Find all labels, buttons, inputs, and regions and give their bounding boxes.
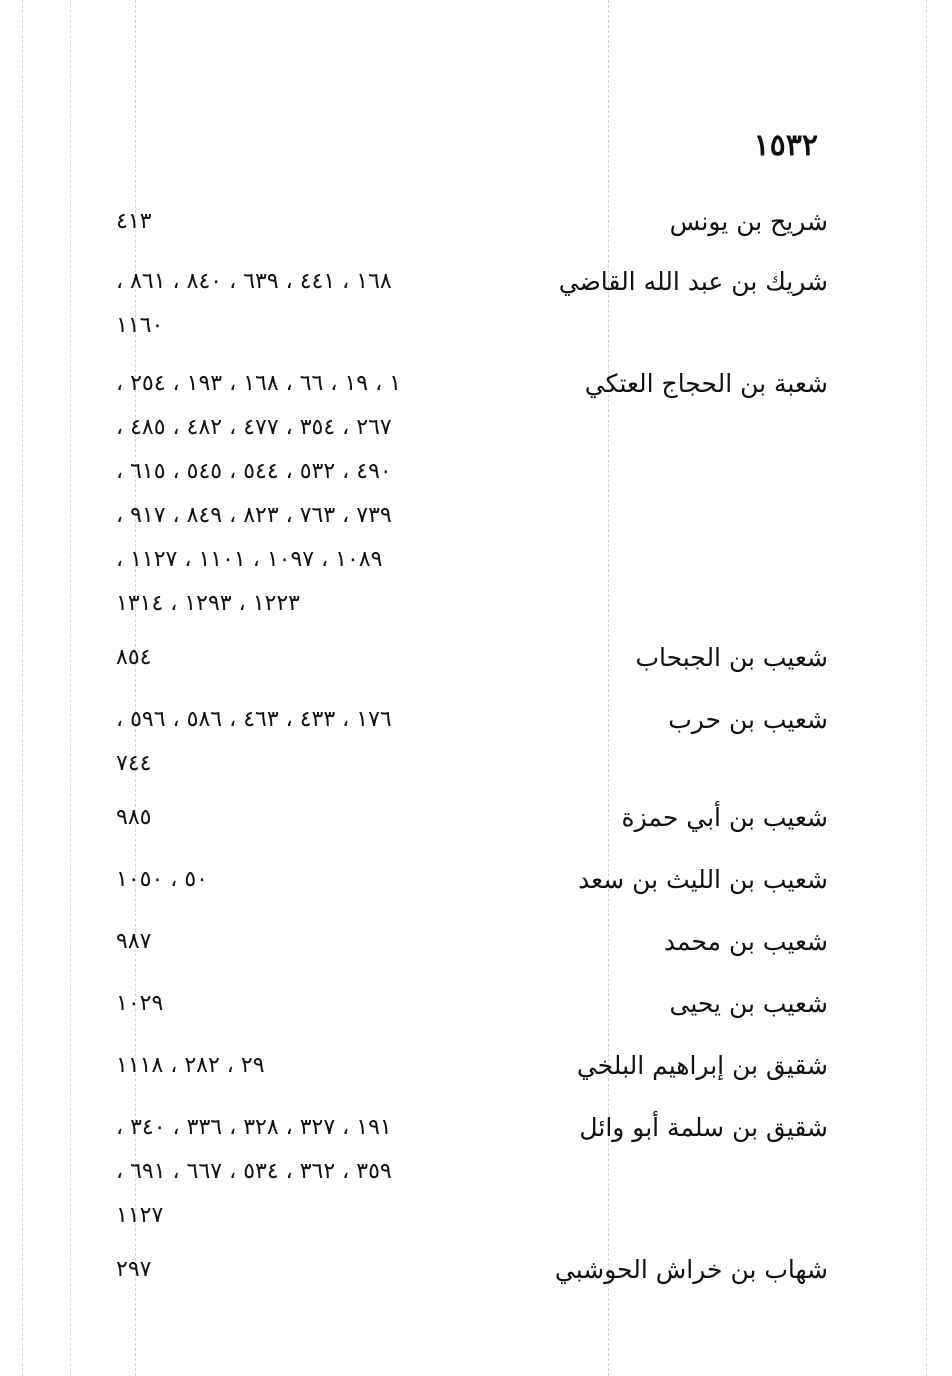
entry-references [116, 366, 466, 630]
reference-line: ٧٣٩ ، ٧٦٣ ، ٨٢٣ ، ٨٤٩ ، ٩١٧ ، [116, 503, 392, 528]
reference-line: ١٦٨ ، ٤٤١ ، ٦٣٩ ، ٨٤٠ ، ٨٦١ ، [116, 269, 392, 294]
reference-line: ١٢٢٣ ، ١٢٩٣ ، ١٣١٤ [116, 591, 300, 616]
entry-references [116, 1048, 466, 1092]
entry-name: شعبة بن الحجاج العتكي [584, 369, 828, 398]
entry-references [116, 986, 466, 1030]
scan-guide-line [926, 0, 927, 1376]
reference-line: ١ ، ١٩ ، ٦٦ ، ١٦٨ ، ١٩٣ ، ٢٥٤ ، [116, 371, 402, 396]
entry-references [116, 800, 466, 844]
entry-references [116, 924, 466, 968]
reference-line: ٩٨٥ [116, 805, 152, 830]
reference-line: ٣٥٩ ، ٣٦٢ ، ٥٣٤ ، ٦٦٧ ، ٦٩١ ، [116, 1159, 392, 1184]
reference-line: ٤٩٠ ، ٥٣٢ ، ٥٤٤ ، ٥٤٥ ، ٦١٥ ، [116, 459, 392, 484]
entry-name: شعيب بن الليث بن سعد [578, 865, 828, 894]
entry-name: شقيق بن إبراهيم البلخي [576, 1051, 828, 1080]
entry-name: شعيب بن أبي حمزة [621, 803, 828, 832]
entry-name: شقيق بن سلمة أبو وائل [579, 1113, 828, 1142]
reference-line: ٥٠ ، ١٠٥٠ [116, 867, 208, 892]
reference-line: ١١٦٠ [116, 313, 164, 338]
reference-line: ١٠٨٩ ، ١٠٩٧ ، ١١٠١ ، ١١٢٧ ، [116, 547, 383, 572]
reference-line: ٢٩٧ [116, 1257, 152, 1282]
reference-line: ٢٩ ، ٢٨٢ ، ١١١٨ [116, 1053, 265, 1078]
reference-line: ١٧٦ ، ٤٣٣ ، ٤٦٣ ، ٥٨٦ ، ٥٩٦ ، [116, 707, 392, 732]
entry-name: شريك بن عبد الله القاضي [558, 267, 828, 296]
reference-line: ٢٦٧ ، ٣٥٤ ، ٤٧٧ ، ٤٨٢ ، ٤٨٥ ، [116, 415, 392, 440]
entry-references [116, 1110, 466, 1242]
reference-line: ١٩١ ، ٣٢٧ ، ٣٢٨ ، ٣٣٦ ، ٣٤٠ ، [116, 1115, 392, 1140]
entry-name: شعيب بن محمد [663, 927, 828, 956]
reference-line: ١٠٢٩ [116, 991, 164, 1016]
entry-name: شعيب بن الجبحاب [635, 643, 828, 672]
entry-name: شهاب بن خراش الحوشبي [554, 1255, 828, 1284]
reference-line: ٩٨٧ [116, 929, 152, 954]
reference-line: ٤١٣ [116, 209, 152, 234]
entry-references [116, 702, 466, 790]
reference-line: ٨٥٤ [116, 645, 152, 670]
entry-name: شعيب بن يحيى [669, 989, 828, 1018]
reference-line: ٧٤٤ [116, 751, 152, 776]
entry-name: شريح بن يونس [669, 207, 828, 236]
scan-guide-line [608, 0, 609, 1376]
entry-name: شعيب بن حرب [668, 705, 828, 734]
entry-references [116, 1252, 466, 1296]
entry-references [116, 640, 466, 684]
reference-line: ١١٢٧ [116, 1203, 164, 1228]
entry-references [116, 204, 466, 248]
scan-guide-line [70, 0, 71, 1376]
entry-references [116, 862, 466, 906]
page-number: ١٥٣٢ [753, 128, 818, 163]
entry-references [116, 264, 466, 352]
scan-guide-line [22, 0, 23, 1376]
